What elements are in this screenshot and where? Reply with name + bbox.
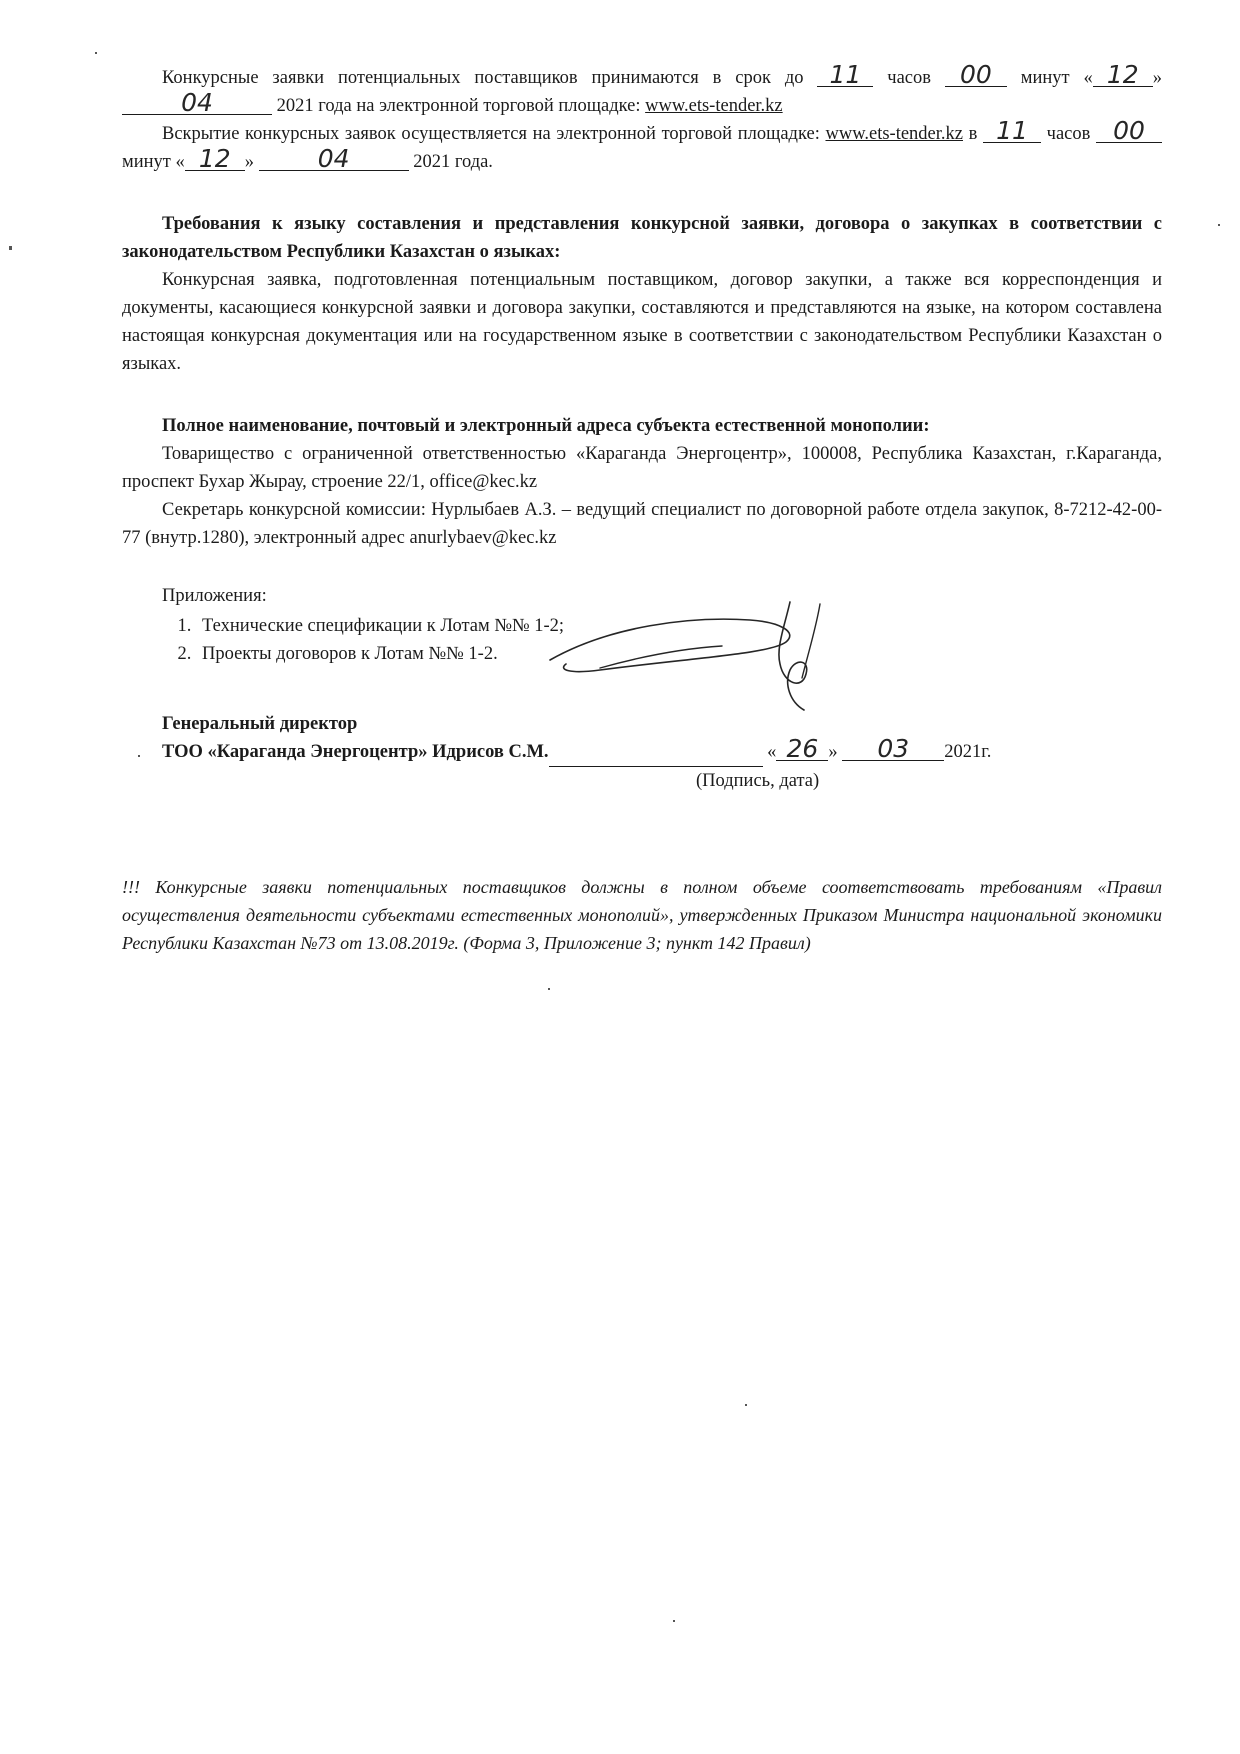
scan-speck — [9, 246, 12, 250]
scan-speck — [95, 52, 97, 54]
submission-hour: 11 — [817, 64, 873, 87]
handwritten-signature — [540, 598, 880, 718]
scan-speck — [138, 755, 140, 757]
appendix-item: 1. Технические спецификации к Лотам №№ 1-2; — [196, 612, 1162, 640]
address-secretary: Секретарь конкурсной комиссии: Нурлыбаев А.З. – ведущий специалист по договорной работе отдела закупок, 8-7212-42-00-77 (внутр.1280), электронный адрес anurlybaev@kec.kz — [122, 500, 1162, 548]
signature-month: 03 — [842, 738, 944, 761]
opening-quote-close: » — [244, 152, 254, 172]
submission-link[interactable]: www.ets-tender.kz — [645, 96, 783, 116]
scan-speck — [548, 988, 550, 990]
signature-line — [122, 734, 1162, 767]
opening-link[interactable]: www.ets-tender.kz — [825, 124, 963, 144]
submission-paragraph — [122, 60, 1163, 120]
opening-quote-open: « — [175, 152, 185, 172]
signature-block — [122, 710, 1162, 795]
language-heading: Требования к языку составления и представления конкурсной заявки, договора о закупках в соответствии с законодательством Республики Казахстан о языках: — [122, 214, 1162, 262]
signature-year: 2021г. — [944, 742, 992, 762]
signature-name: ТОО «Караганда Энергоцентр» Идрисов С.М. — [162, 742, 549, 762]
signature-quote-open: « — [767, 742, 777, 762]
language-text: Конкурсная заявка, подготовленная потенциальным поставщиком, договор закупки, а также вся корреспонденция и документы, касающиеся конкурсной заявки и договора закупки, составляются и представляются на языке, на котором составлена настоящая конкурсная документация или на государственном языке в соответствии с законодательством Республики Казахстан о языках. — [122, 270, 1162, 374]
signature-quote-close: » — [828, 742, 838, 762]
opening-in-word: в — [968, 124, 978, 144]
opening-paragraph — [122, 116, 1162, 176]
signature-blank — [549, 738, 763, 767]
opening-after: 2021 года. — [413, 152, 493, 172]
submission-month: 04 — [122, 92, 272, 115]
signature-caption: (Подпись, дата) — [696, 771, 820, 791]
regulation-note: !!! Конкурсные заявки потенциальных поставщиков должны в полном объеме соответствовать требованиям «Правил осуществления деятельности субъектами естественных монополий», утвержденных Приказом Министра национальной экономики Республики Казахстан №73 от 13.08.2019г. (Форма 3, Приложение 3; пункт 142 Правил) — [122, 877, 1162, 953]
submission-minutes-word: минут — [1020, 68, 1070, 88]
appendices-title: Приложения: — [162, 586, 267, 606]
opening-intro: Вскрытие конкурсных заявок осуществляется на электронной торговой площадке: — [162, 124, 820, 144]
submission-hours-word: часов — [887, 68, 932, 88]
opening-minute: 00 — [1096, 120, 1162, 143]
scan-speck — [745, 1404, 747, 1406]
scan-speck — [1218, 224, 1220, 226]
signature-position: Генеральный директор — [162, 714, 358, 734]
opening-hour: 11 — [983, 120, 1041, 143]
document-body — [122, 60, 1163, 957]
submission-minute: 00 — [945, 64, 1007, 87]
submission-intro: Конкурсные заявки потенциальных поставщиков принимаются в срок до — [162, 68, 804, 88]
opening-month: 04 — [259, 148, 409, 171]
submission-after: 2021 года на электронной торговой площадке: — [276, 96, 641, 116]
opening-minutes-word: минут — [122, 152, 171, 172]
submission-day: 12 — [1093, 64, 1153, 87]
opening-day: 12 — [185, 148, 245, 171]
scan-speck — [673, 1620, 675, 1622]
appendix-item: 2. Проекты договоров к Лотам №№ 1-2. — [196, 640, 1162, 668]
submission-quote-close: » — [1152, 68, 1163, 88]
signature-day: 26 — [776, 738, 828, 761]
opening-hours-word: часов — [1046, 124, 1091, 144]
address-heading: Полное наименование, почтовый и электронный адреса субъекта естественной монополии: — [162, 416, 930, 436]
submission-quote-open: « — [1083, 68, 1093, 88]
address-company: Товарищество с ограниченной ответственностью «Караганда Энергоцентр», 100008, Республика Казахстан, г.Караганда, проспект Бухар Жырау, строение 22/1, office@kec.kz — [122, 444, 1162, 492]
